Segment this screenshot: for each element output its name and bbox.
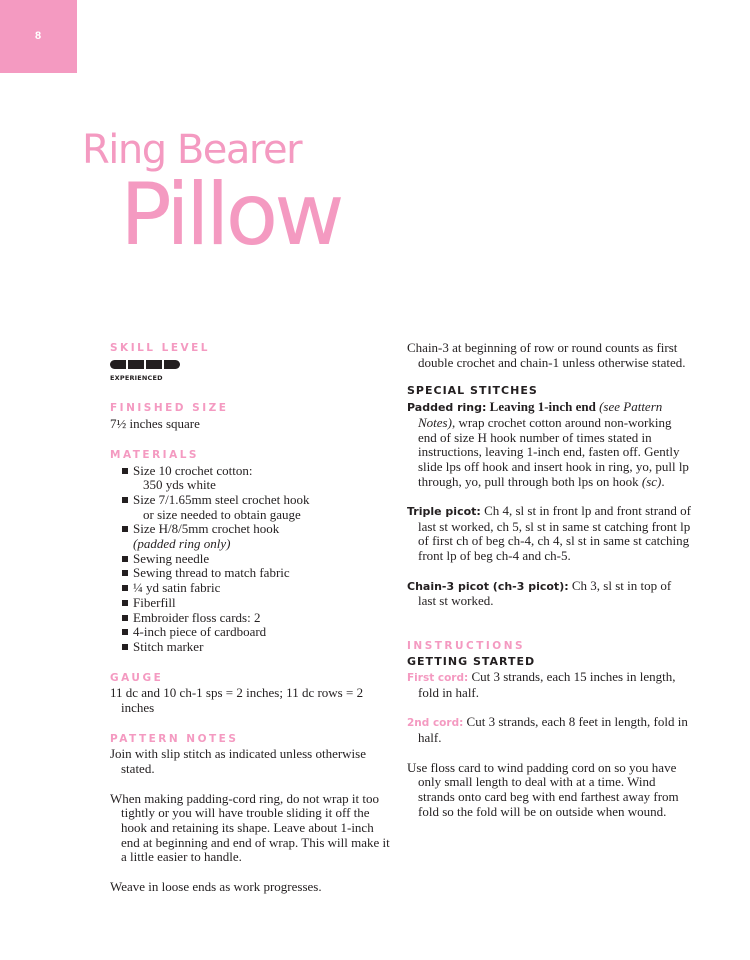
- materials-item: 4-inch piece of cardboard: [122, 625, 395, 640]
- chain3-picot-stitch: Chain-3 picot (ch-3 picot): Ch 3, sl st in top of last st worked.: [407, 577, 672, 609]
- padded-ring-stitch: Padded ring: Leaving 1-inch end (see Pattern Notes), wrap crochet cotton around non-working end of size H hook number of times stated in instructions, leaving 1-inch end, fasten off. Gently slide lps off hook and insert hook in ring, yo, pull lp through, yo, pull through both lps on hook (sc).: [407, 399, 689, 489]
- second-cord-text: 2nd cord: Cut 3 strands, each 8 feet in length, fold in half.: [407, 714, 688, 746]
- materials-item: Fiberfill: [122, 596, 395, 611]
- materials-item: Sewing needle: [122, 552, 395, 567]
- pattern-note-3: Weave in loose ends as work progresses.: [110, 878, 322, 894]
- materials-item: Embroider floss cards: 2: [122, 611, 395, 626]
- pattern-note-1: Join with slip stitch as indicated unless otherwise stated.: [110, 746, 366, 777]
- gauge-heading: GAUGE: [110, 671, 164, 684]
- gauge-text: 11 dc and 10 ch-1 sps = 2 inches; 11 dc rows = 2 inches: [110, 685, 364, 716]
- materials-item: Size H/8/5mm crochet hook (padded ring only): [122, 522, 395, 551]
- skill-bar-4: [164, 360, 180, 369]
- pattern-note-2: When making padding-cord ring, do not wrap it too tightly or you will have trouble sliding it off the hook and retaining its shape. Leave about 1-inch end at beginning and end of wrap. This will make it a little easier to handle.: [110, 790, 390, 865]
- materials-list: [110, 464, 395, 655]
- page-number-tab: [0, 0, 77, 73]
- special-stitches-heading: SPECIAL STITCHES: [407, 384, 538, 398]
- skill-bar-1: [110, 360, 126, 369]
- page-number: 8: [35, 30, 42, 42]
- triple-picot-stitch: Triple picot: Ch 4, sl st in front lp and front strand of last st worked, ch 5, sl st in same st catching front lp of first ch of beg ch-4, ch 4, sl st in same st catching front lp of beg ch-4 and ch-5.: [407, 503, 691, 564]
- floss-card-text: Use floss card to wind padding cord on so you have only small length to deal with at a time. Wind strands onto card beg with end farthest away from fold so the fold will be on outside when wound.: [407, 759, 679, 819]
- skill-level-heading: SKILL LEVEL: [110, 342, 210, 354]
- finished-size-heading: FINISHED SIZE: [110, 402, 229, 415]
- skill-bar-3: [146, 360, 162, 369]
- materials-item: ¼ yd satin fabric: [122, 581, 395, 596]
- materials-item: Stitch marker: [122, 640, 395, 655]
- right-column: [407, 341, 692, 819]
- pattern-notes-heading: PATTERN NOTES: [110, 732, 239, 745]
- first-cord-text: First cord: Cut 3 strands, each 15 inches in length, fold in half.: [407, 669, 676, 701]
- materials-item: Size 7/1.65mm steel crochet hook or size needed to obtain gauge: [122, 493, 395, 522]
- title-ring-bearer: Ring Bearer: [82, 127, 302, 173]
- materials-item: Sewing thread to match fabric: [122, 566, 395, 581]
- left-column: [110, 341, 395, 894]
- instructions-heading: INSTRUCTIONS: [407, 639, 526, 652]
- materials-heading: MATERIALS: [110, 448, 199, 461]
- skill-level-label: EXPERIENCED: [110, 373, 163, 382]
- pattern-note-4: Chain-3 at beginning of row or round counts as first double crochet and chain-1 unless otherwise stated.: [407, 340, 686, 370]
- title-pillow: Pillow: [120, 165, 341, 265]
- getting-started-heading: GETTING STARTED: [407, 654, 536, 668]
- skill-bar-2: [128, 360, 144, 369]
- finished-size-text: 7½ inches square: [110, 416, 200, 432]
- materials-item: Size 10 crochet cotton: 350 yds white: [122, 464, 395, 493]
- skill-level-meter: [110, 360, 395, 369]
